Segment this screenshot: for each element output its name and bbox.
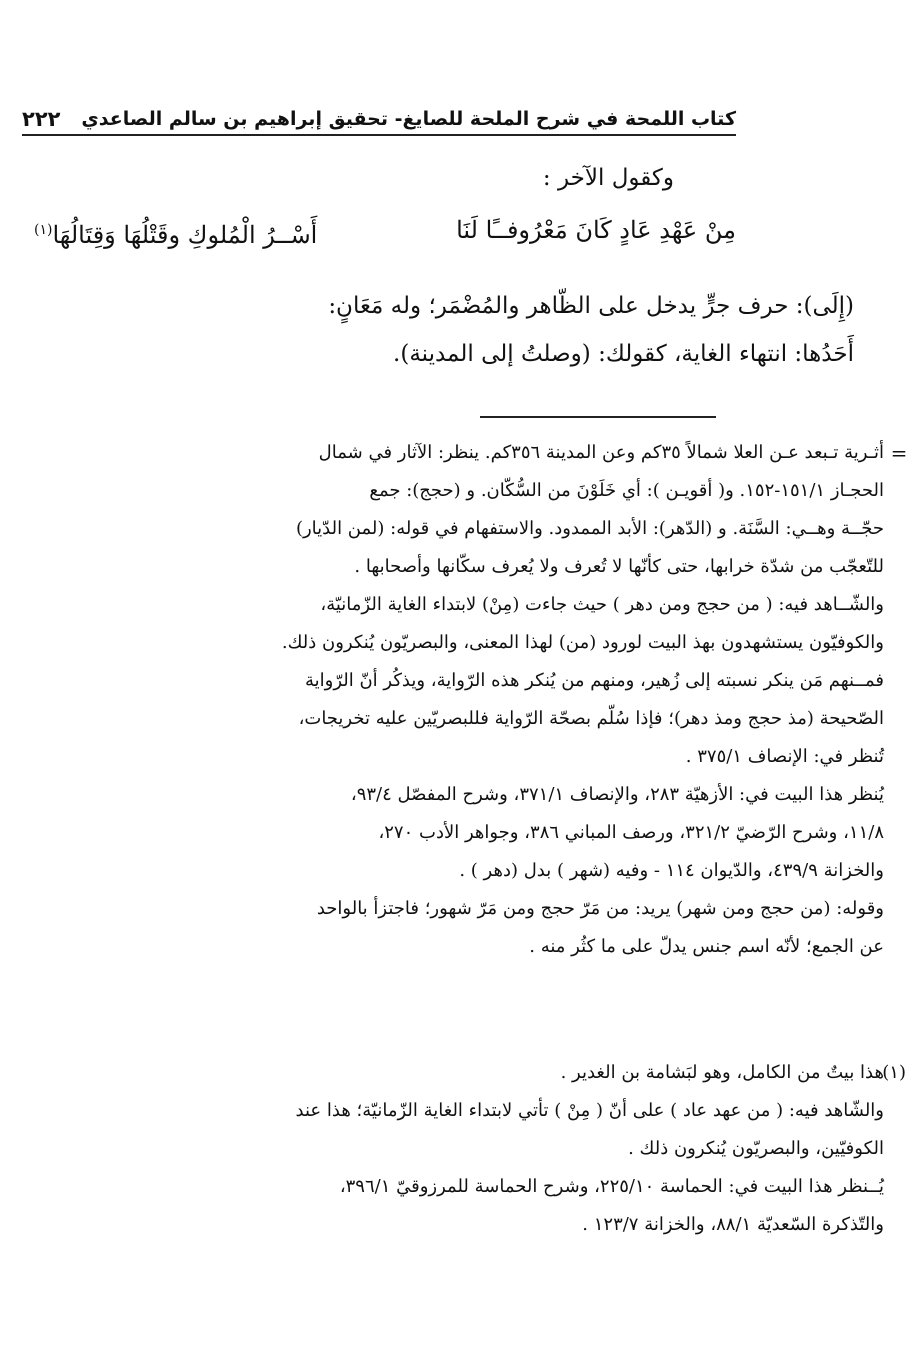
footnote-reference: (١) (34, 222, 53, 238)
footnote-line: يُــنظر هذا البيت في: الحماسة ٢٢٥/١٠، وشرح الحماسة للمرزوقيّ ٣٩٦/١، (339, 1176, 884, 1197)
intro-line: وكقول الآخر : (542, 165, 674, 191)
footnote-line: فمــنهم مَن ينكر نسبته إلى زُهير، ومنهم من يُنكر هذه الرّواية، ويذكُر أنّ الرّواية (304, 670, 884, 691)
verse-second-hemistich (34, 208, 317, 257)
footnote-line: والشّاهد فيه: ( من عهد عاد ) على أنّ ( مِنْ ) تأتي لابتداء الغاية الزّمانيّة؛ هذا عند (295, 1100, 884, 1121)
footnote-line: والخزانة ٤٣٩/٩، والدّيوان ١١٤ - وفيه (شهر ) بدل (دهر ) . (459, 860, 884, 881)
footnote-continuation (194, 434, 884, 966)
footnote-1-marker: (١) (882, 1062, 906, 1083)
poetry-verse (22, 208, 736, 256)
footnote-line: أثـرية تـبعد عـن العلا شمالاً ٣٥كم وعن المدينة ٣٥٦كم. ينظر: الآثار في شمال (318, 442, 884, 463)
footnote-line: الكوفيّين، والبصريّون يُنكرون ذلك . (628, 1138, 884, 1159)
footnote-line: والشّــاهد فيه: ( من حجج ومن دهر ) حيث جاءت (مِنْ) لابتداء الغاية الزّمانيّة، (320, 594, 884, 615)
footnote-line: للتّعجّب من شدّة خرابها، حتى كأنّها لا تُعرف ولا يُعرف سكّانها وأصحابها . (354, 556, 884, 577)
running-title: كتاب اللمحة في شرح الملحة للصايغ- تحقيق إبراهيم بن سالم الصاعدي (81, 108, 736, 130)
footnote-line: يُنظر هذا البيت في: الأزهيّة ٢٨٣، والإنصاف ٣٧١/١، وشرح المفصّل ٩٣/٤، (350, 784, 884, 805)
body-line: (إِلَى): حرف جرٍّ يدخل على الظّاهر والمُضْمَر؛ وله مَعَانٍ: (328, 293, 854, 319)
verse-second-hemistich-text: أَسْــرُ الْمُلوكِ وقَتْلُهَا وَقِتَالُهَا (52, 221, 318, 249)
footnote-line: الصّحيحة (مذ حجج ومذ دهر)؛ فإذا سُلّم بصحّة الرّواية فللبصريّين عليه تخريجات، (298, 708, 884, 729)
footnote-line: والكوفيّون يستشهدون بهذ البيت لورود (من) لهذا المعنى، والبصريّون يُنكرون ذلك. (281, 632, 884, 653)
footnote-separator (480, 416, 716, 418)
footnote-line: ١١/٨، وشرح الرّضيّ ٣٢١/٢، ورصف المباني ٣٨٦، وجواهر الأدب ٢٧٠، (378, 822, 884, 843)
footnote-line: عن الجمع؛ لأنّه اسم جنس يدلّ على ما كثُر منه . (529, 936, 884, 957)
footnote-line: وقوله: (من حجج ومن شهر) يريد: من مَرّ حجج ومن مَرّ شهور؛ فاجتزأ بالواحد (316, 898, 884, 919)
page-header (22, 106, 736, 136)
verse-first-hemistich: مِنْ عَهْدِ عَادٍ كَانَ مَعْرُوفــًا لَنَا (456, 216, 736, 244)
footnote-line: تُنظر في: الإنصاف ٣٧٥/١ . (685, 746, 884, 767)
footnote-line: والتّذكرة السّعديّة ٨٨/١، والخزانة ١٢٣/٧ . (582, 1214, 884, 1235)
footnote-line: الحجـاز ١٥١/١-١٥٢. و( أقويـن ): أي خَلَوْنَ من السُّكّان. و (حجج): جمع (369, 480, 884, 501)
continuation-mark: = (890, 441, 908, 465)
footnote-1 (194, 1054, 884, 1244)
footnote-line: حجّــة وهــي: السَّنَة. و (الدّهر): الأبد الممدود. والاستفهام في قوله: (لمن الدّيار) (295, 518, 884, 539)
footnote-line: هذا بيتٌ من الكامل، وهو لبَشامة بن الغدير . (560, 1062, 884, 1083)
body-text (200, 282, 854, 378)
body-line: أَحَدُها: انتهاء الغاية، كقولك: (وصلتُ إلى المدينة). (393, 341, 854, 367)
page-number: ٢٢٢ (22, 107, 61, 131)
